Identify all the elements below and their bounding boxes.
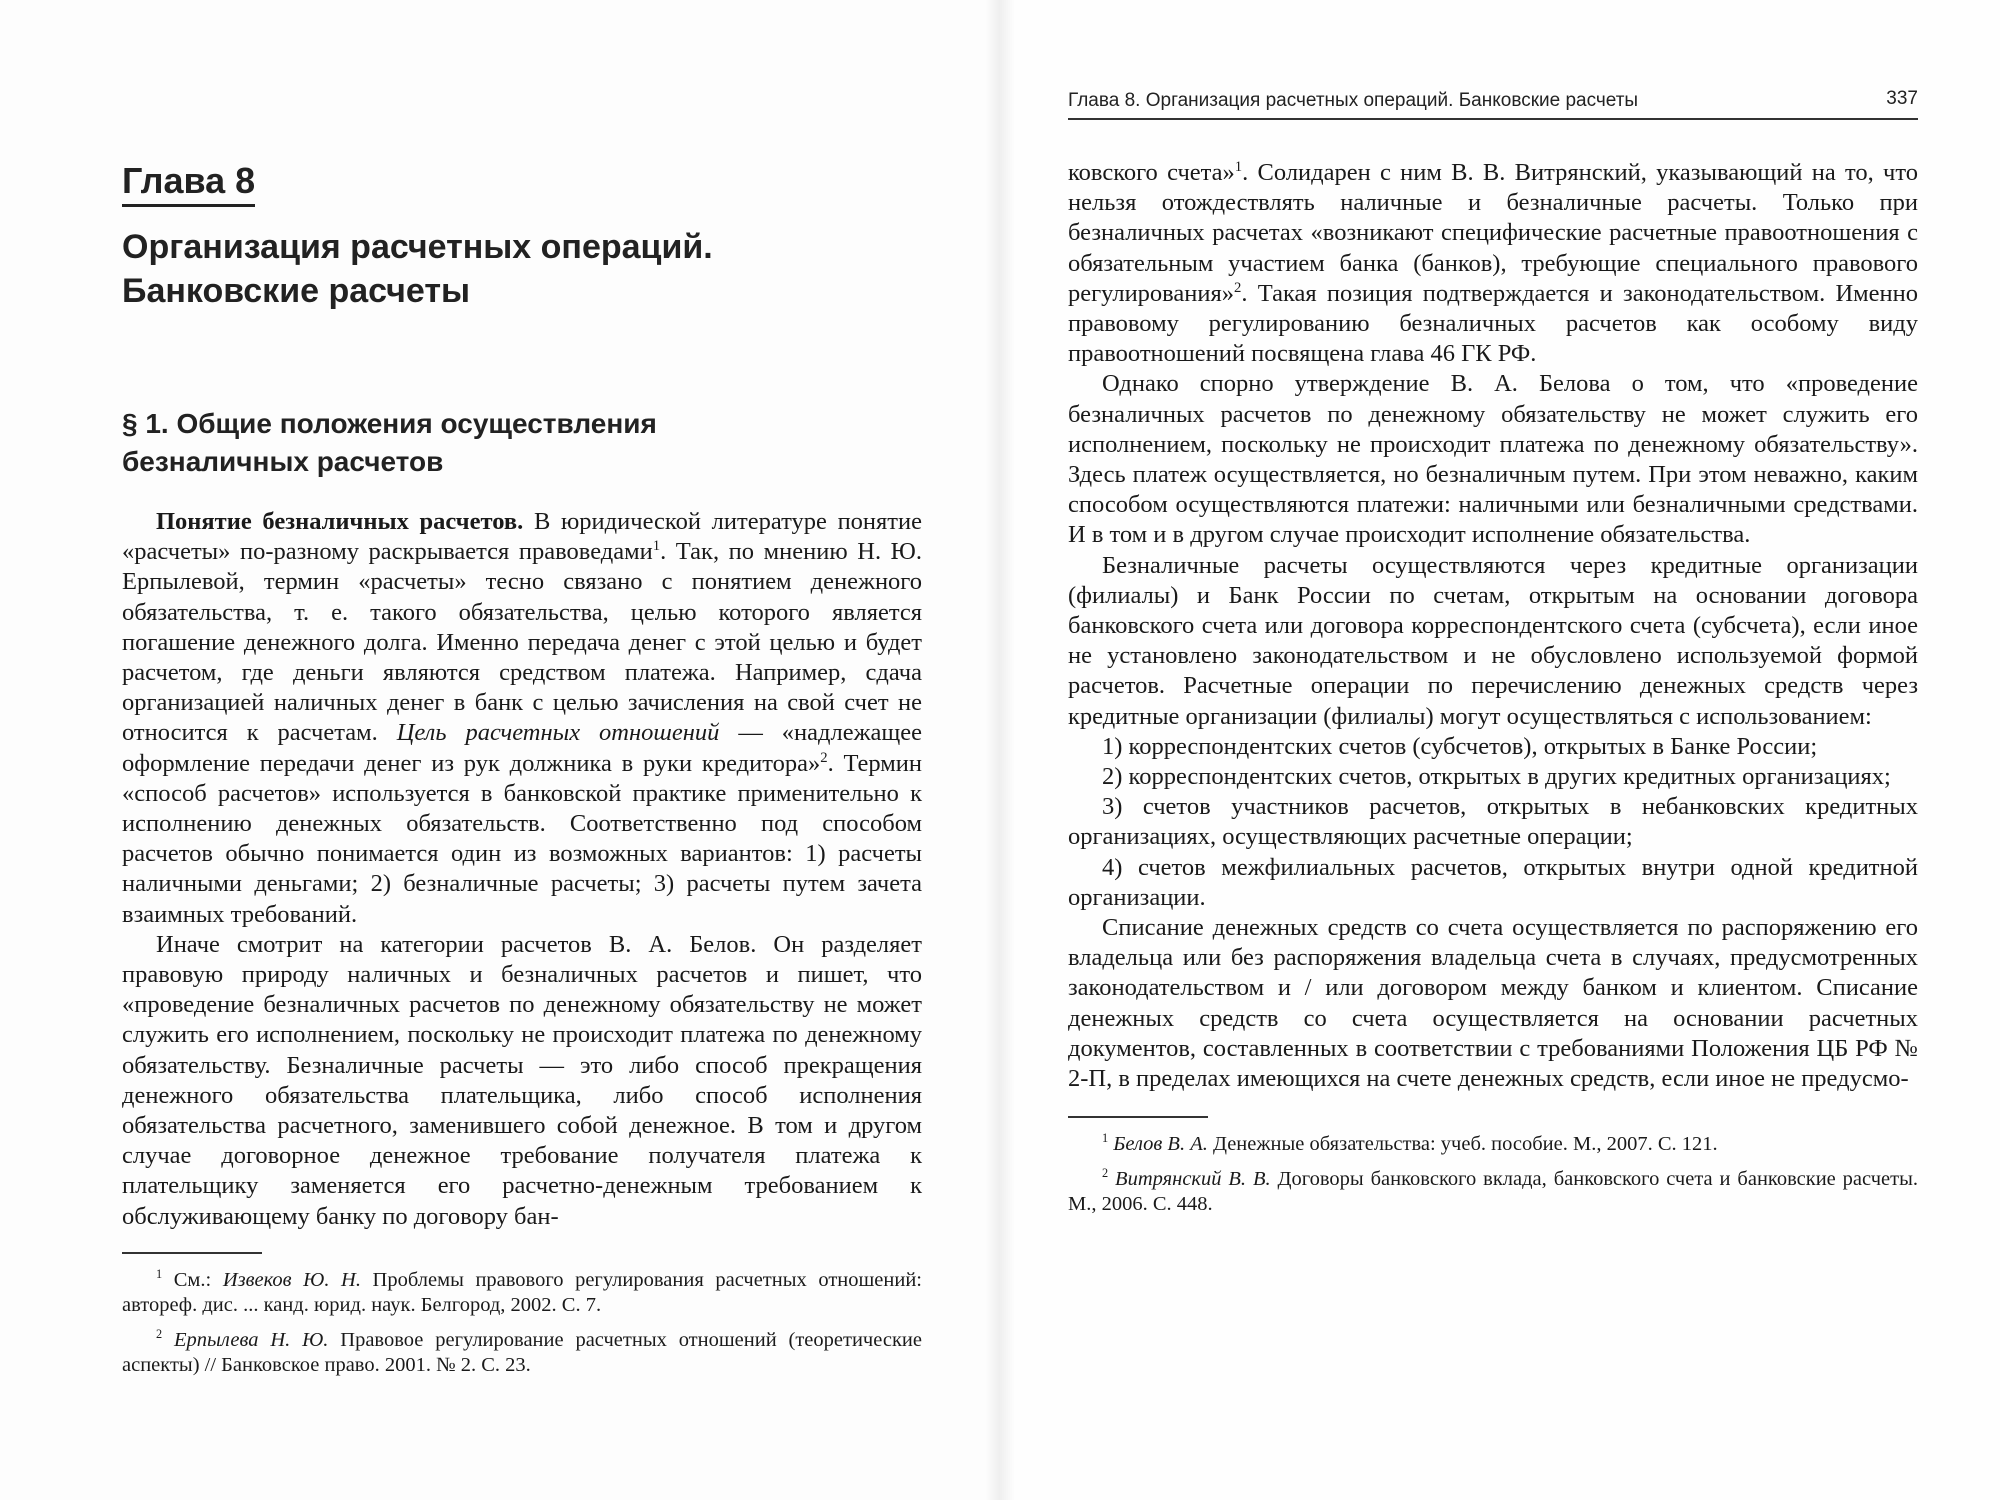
list-item: 1) корреспондентских счетов (субсчетов), открытых в Банке России; [1102, 732, 1818, 760]
list-item: 4) счетов межфилиальных расчетов, открытых внутри одной кредитной организации. [1068, 853, 1918, 911]
book-gutter [985, 0, 1015, 1500]
footnote-ref-2: 2 [820, 749, 828, 766]
footnote-number: 1 [156, 1267, 163, 1282]
footnote-ref-2: 2 [1234, 279, 1242, 296]
right-paragraph-2: Однако спорно утверждение В. А. Белова о том, что «проведение безналичных расчетов по денежному обязательству не может служить его исполнением, поскольку не происходит платежа по денежному обязательству». Здесь платеж осуществляется, но безналичным путем. При этом неважно, каким способом осуществляются платежи: наличными или безналичными средствами. И в том и в другом случае происходит исполнение обязательства. [1068, 370, 1918, 549]
footnote-number: 1 [1102, 1131, 1109, 1146]
footnote-author: Витрянский В. В. [1108, 1168, 1271, 1191]
right-page [1000, 0, 2000, 1500]
list-item: 3) счетов участников расчетов, открытых в небанковских кредитных организациях, осуществляющих расчетные операции; [1068, 793, 1918, 851]
left-page-content [122, 160, 922, 1388]
footnote-ref-1: 1 [1234, 158, 1243, 175]
right-footnote-1 [1068, 1132, 1918, 1157]
footnote-text: Договоры банковского вклада, банковского счета и банковские расчеты. М., 2006. С. 448. [1068, 1168, 1918, 1216]
footnote-author: Извеков Ю. Н. [222, 1268, 361, 1291]
paragraph-text: . Солидарен с ним В. В. Витрянский, указывающий на то, что нельзя отождествлять наличные и безналичные расчеты. Только при безналичных расчетах «возникают специфические расчетные правоотношения с обязательным участием банка (банков), требующие специального правового регулирования» [1068, 159, 1918, 307]
italic-term: Цель расчетных отношений [396, 719, 720, 747]
section-title [122, 405, 922, 481]
section-title-line1: § 1. Общие положения осуществления [122, 408, 657, 439]
chapter-title-line1: Организация расчетных операций. [122, 228, 713, 266]
list-item: 2) корреспондентских счетов, открытых в других кредитных организациях; [1102, 763, 1891, 791]
right-footnote-2 [1068, 1167, 1918, 1217]
footnote-number: 2 [1102, 1166, 1109, 1181]
footnote-text: Правовое регулирование расчетных отношений (теоретические аспекты) // Банковское право. 2001. № 2. С. 23. [122, 1328, 922, 1376]
footnote-author: Белов В. А. [1108, 1133, 1208, 1156]
chapter-label: Глава 8 [122, 160, 255, 207]
chapter-title-line2: Банковские расчеты [122, 272, 471, 310]
footnote-number: 2 [156, 1327, 163, 1342]
paragraph-lead: Понятие безналичных расчетов. [156, 508, 524, 535]
running-header [1068, 88, 1918, 120]
footnote-divider [122, 1252, 262, 1254]
left-footnote-1 [122, 1268, 922, 1318]
footnote-text: Проблемы правового регулирования расчетных отношений: автореф. дис. ... канд. юрид. наук. Белгород, 2002. С. 7. [122, 1268, 922, 1316]
page-number: 337 [1886, 88, 1918, 109]
right-paragraph-3: Безналичные расчеты осуществляются через кредитные организации (филиалы) и Банк России по счетам, открытым на основании договора банковского счета или договора корреспондентского счета (субсчета), если иное не установлено законодательством и не обусловлено используемой формой расчетов. Расчетные операции по перечислению денежных средств через кредитные организации (филиалы) могут осуществляться с использованием: [1068, 551, 1918, 730]
left-paragraph-2: Иначе смотрит на категории расчетов В. А. Белов. Он разделяет правовую природу наличных и безналичных расчетов и пишет, что «проведение безналичных расчетов по денежному обязательству не может служить его исполнением, поскольку не происходит платежа по денежному обязательству. Безналичные расчеты — это либо способ прекращения денежного обязательства плательщика, либо способ исполнения обязательства расчетного, заменившего собой денежное. В том и другом случае договорное денежное требование получателя платежа к плательщику заменяется его расчетно-денежным требованием к обслуживающему банку по договору бан- [122, 930, 922, 1230]
footnote-divider [1068, 1116, 1208, 1118]
paragraph-text: . Так, по мнению Н. Ю. Ерпылевой, термин «расчеты» тесно связано с понятием денежного обязательства, т. е. такого обязательства, целью которого является погашение денежного долга. Именно передача денег с этой целью и будет расчетом, где деньги являются средством платежа. Например, сдача организацией наличных денег в банк с целью зачисления на свой счет не относится к расчетам. [122, 538, 922, 747]
right-page-content [1068, 158, 1918, 1227]
right-paragraph-1 [1068, 158, 1918, 369]
paragraph-text: ковского счета» [1068, 159, 1235, 186]
right-paragraph-4: Списание денежных средств со счета осуществляется по распоряжению его владельца или без распоряжения владельца счета в случаях, предусмотренных законодательством и / или договором между банком и клиентом. Списание денежных средств со счета осуществляется на основании расчетных документов, составленных в соответствии с требованиями Положения ЦБ РФ № 2-П, в пределах имеющихся на счете денежных средств, если иное не предусмо- [1068, 914, 1918, 1093]
footnote-author: Ерпылева Н. Ю. [162, 1328, 329, 1351]
left-footnote-2 [122, 1328, 922, 1378]
running-header-title: Глава 8. Организация расчетных операций. Банковские расчеты [1068, 90, 1639, 111]
section-title-line2: безналичных расчетов [122, 446, 444, 477]
chapter-title [122, 225, 922, 313]
paragraph-text: . Такая позиция подтверждается и законодательством. Именно правовому регулированию безналичных расчетов как особому виду правоотношений посвящена глава 46 ГК РФ. [1068, 279, 1918, 368]
paragraph-text: . Термин «способ расчетов» используется в банковской практике применительно к исполнению денежных обязательств. Соответственно под способом расчетов обычно понимается один из возможных вариантов: 1) расчеты наличными деньгами; 2) безналичные расчеты; 3) расчеты путем зачета взаимных требований. [122, 749, 922, 928]
footnote-text: Денежные обязательства: учеб. пособие. М., 2007. С. 121. [1207, 1133, 1718, 1156]
footnote-ref-1: 1 [652, 538, 661, 555]
paragraph-text: — «надлежащее оформление передачи денег из рук должника в руки кредитора» [122, 719, 923, 777]
left-paragraph-1 [122, 507, 922, 930]
footnote-prefix: См.: [162, 1268, 223, 1291]
paragraph-text: В юридической литературе понятие «расчеты» по-разному раскрывается правоведами [122, 508, 922, 566]
